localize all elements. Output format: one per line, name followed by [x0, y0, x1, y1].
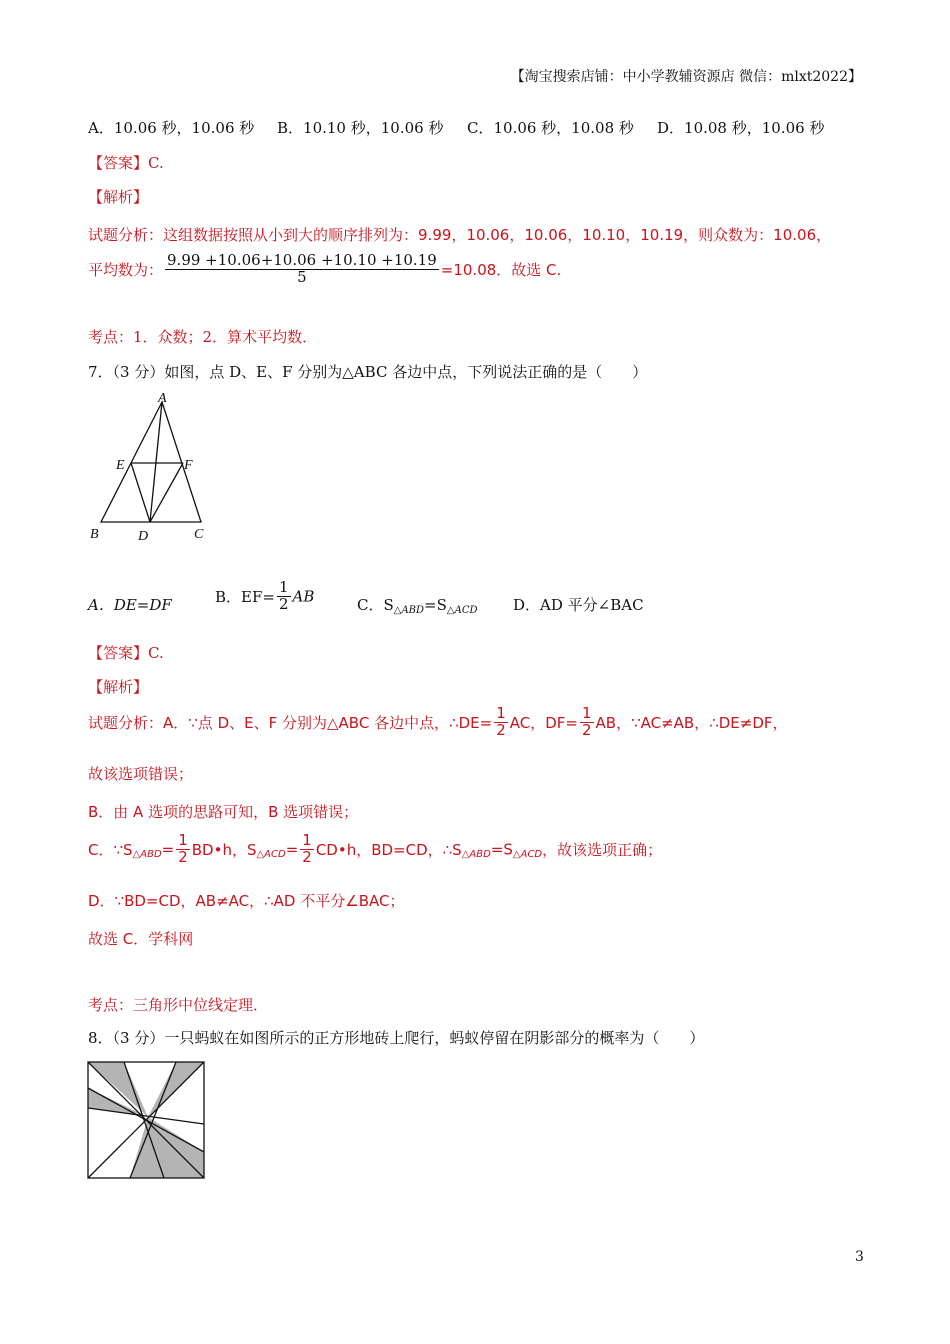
fraction-denominator: 2 — [302, 847, 312, 866]
subscript: △ACD — [512, 848, 543, 860]
fraction-numerator: 1 — [178, 831, 188, 849]
q7-analysis-line-d: D．∵BD=CD，AB≠AC，∴AD 不平分∠BAC； — [88, 892, 405, 910]
q7-stem: 7．（3 分）如图，点 D、E、F 分别为△ABC 各边中点，下列说法正确的是（ ） — [88, 363, 648, 381]
q6-option-d: D．10.08 秒，10.06 秒 — [657, 119, 825, 137]
q7-option-b-suffix: AB — [292, 587, 315, 606]
subscript: △ACD — [446, 605, 478, 616]
avg-prefix: 平均数为： — [88, 260, 164, 279]
q7-option-d: D．AD 平分∠BAC — [513, 596, 644, 614]
q6-answer: 【答案】C. — [88, 154, 164, 172]
fraction-half — [494, 706, 508, 739]
q7-option-b-fraction — [277, 580, 291, 613]
q7-option-b — [215, 580, 314, 613]
fraction-denominator: 2 — [178, 847, 188, 866]
segment-ed — [131, 463, 150, 522]
subscript: △ABD — [393, 605, 425, 616]
label-b: B — [90, 527, 99, 542]
q7-analysis-label: 【解析】 — [88, 678, 149, 696]
line-c-part6: =S — [490, 840, 513, 859]
q7-option-a-text: A．DE=DF — [88, 596, 172, 614]
avg-fraction — [165, 253, 439, 286]
fraction-numerator: 1 — [302, 831, 312, 849]
q7-triangle-figure — [86, 390, 216, 546]
subscript: △ABD — [461, 848, 491, 860]
line-c-part4: = — [285, 840, 299, 859]
page-number: 3 — [855, 1249, 864, 1265]
q7-analysis-line-b: B．由 A 选项的思路可知，B 选项错误； — [88, 803, 359, 821]
line-c-part5: CD•h，BD=CD，∴S — [315, 840, 462, 859]
line-c-part1: C．∵S — [88, 840, 133, 859]
label-a: A — [158, 391, 167, 406]
line-a-part1: 试题分析：A．∵点 D、E、F 分别为△ABC 各边中点，∴DE= — [88, 713, 493, 732]
line-a-part2: AC，DF= — [509, 713, 578, 732]
fraction-numerator: 1 — [581, 704, 592, 722]
line-a-part3: AB，∵AC≠AB，∴DE≠DF， — [595, 713, 788, 732]
avg-suffix: =10.08．故选 C. — [440, 260, 562, 279]
q7-analysis-line-a — [88, 706, 788, 739]
line-c-part7: ，故该选项正确； — [542, 840, 663, 859]
q7-option-b-prefix: B．EF= — [215, 587, 275, 606]
avg-numerator: 9.99 +10.06+10.06 +10.10 +10.19 — [167, 251, 437, 269]
label-c: C — [194, 527, 204, 542]
q6-option-a: A．10.06 秒，10.06 秒 — [88, 119, 255, 137]
subscript: △ACD — [256, 848, 286, 860]
label-e: E — [116, 458, 125, 473]
label-f: F — [184, 458, 193, 473]
q7-option-c-prefix: C．S — [357, 596, 394, 614]
fraction-denominator: 2 — [496, 720, 506, 739]
line-c-part2: = — [161, 840, 175, 859]
fraction-half — [176, 833, 190, 866]
label-d: D — [138, 529, 149, 544]
q6-option-c: C．10.06 秒，10.08 秒 — [467, 119, 634, 137]
fraction-denominator: 2 — [278, 594, 289, 613]
q6-analysis-line1: 试题分析：这组数据按照从小到大的顺序排列为：9.99，10.06，10.06，10.10，10.19，则众数为：10.06， — [88, 226, 832, 244]
q7-option-c — [357, 594, 478, 616]
q8-stem: 8．（3 分）一只蚂蚁在如图所示的正方形地砖上爬行，蚂蚁停留在阴影部分的概率为（ ） — [88, 1029, 705, 1047]
subscript: △ABD — [132, 848, 162, 860]
q6-analysis-label: 【解析】 — [88, 188, 149, 206]
fraction-half — [300, 833, 314, 866]
fraction-denominator: 2 — [581, 720, 592, 739]
fraction-numerator: 1 — [496, 704, 506, 722]
q7-answer: 【答案】C. — [88, 644, 164, 662]
avg-denominator: 5 — [165, 269, 439, 286]
tile-line — [88, 1108, 204, 1124]
q7-analysis-conclusion: 故选 C．学科网 — [88, 930, 194, 948]
line-c-part3: BD•h，S — [191, 840, 257, 859]
q6-kaodian: 考点：1．众数；2．算术平均数． — [88, 328, 318, 346]
fraction-half — [580, 706, 594, 739]
q7-analysis-line-c — [88, 833, 662, 866]
q7-option-a — [88, 594, 172, 615]
q7-kaodian: 考点：三角形中位线定理． — [88, 996, 269, 1014]
q7-option-c-mid: =S — [424, 596, 447, 614]
header-text: 【淘宝搜索店铺：中小学教辅资源店 微信：mlxt2022】 — [510, 69, 862, 85]
q8-square-tile-figure — [86, 1060, 208, 1182]
fraction-numerator: 1 — [278, 578, 289, 596]
q6-average-formula — [88, 253, 561, 286]
q7-analysis-line-a-end: 故该选项错误； — [88, 765, 194, 783]
q6-option-b: B．10.10 秒，10.06 秒 — [277, 119, 444, 137]
